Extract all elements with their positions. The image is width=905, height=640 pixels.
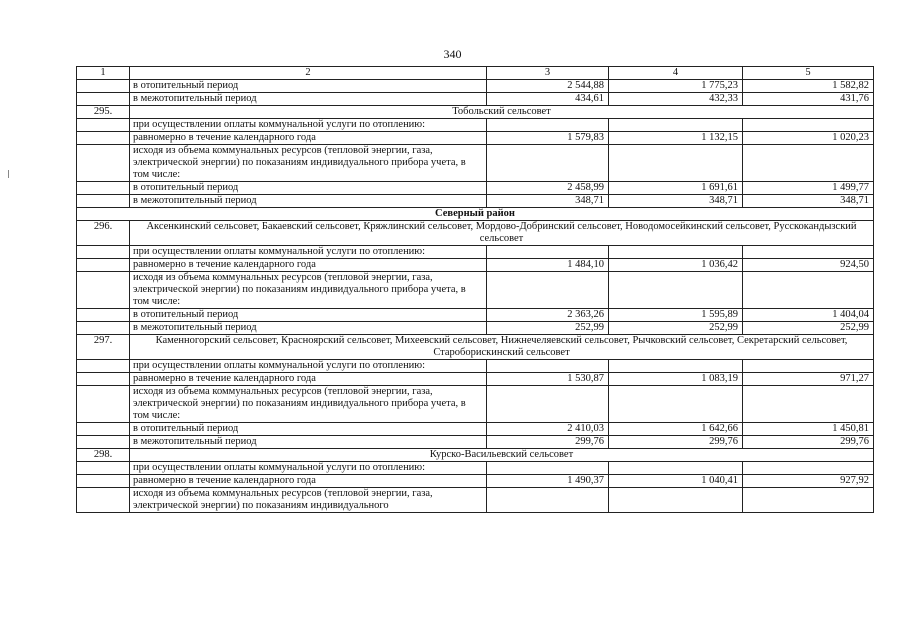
row-number [77, 436, 130, 449]
row-label: равномерно в течение календарного года [130, 259, 487, 272]
value-col5: 348,71 [743, 195, 874, 208]
row-label: исходя из объема коммунальных ресурсов (тепловой энергии, газа, электрической энергии) по показаниям индивидуального прибора учета, в том числе: [130, 272, 487, 309]
value-col4 [609, 360, 743, 373]
row-label: равномерно в течение календарного года [130, 475, 487, 488]
group-title: Тобольский сельсовет [130, 106, 874, 119]
row-number [77, 309, 130, 322]
group-row [77, 221, 874, 246]
table-row [77, 195, 874, 208]
value-col3: 1 579,83 [487, 132, 609, 145]
value-col5: 924,50 [743, 259, 874, 272]
value-col3 [487, 386, 609, 423]
row-label: в межотопительный период [130, 93, 487, 106]
row-label: равномерно в течение календарного года [130, 132, 487, 145]
table-row [77, 145, 874, 182]
row-number [77, 93, 130, 106]
value-col5 [743, 462, 874, 475]
row-label: в отопительный период [130, 80, 487, 93]
table-row [77, 423, 874, 436]
table-row [77, 309, 874, 322]
row-number [77, 195, 130, 208]
value-col3: 2 410,03 [487, 423, 609, 436]
value-col3: 348,71 [487, 195, 609, 208]
value-col5 [743, 360, 874, 373]
table-row [77, 80, 874, 93]
row-number [77, 80, 130, 93]
value-col4: 252,99 [609, 322, 743, 335]
table-row [77, 119, 874, 132]
group-row [77, 335, 874, 360]
row-label: исходя из объема коммунальных ресурсов (тепловой энергии, газа, электрической энергии) по показаниям индивидуального прибора учета, в том числе: [130, 386, 487, 423]
value-col4: 432,33 [609, 93, 743, 106]
value-col5: 1 404,04 [743, 309, 874, 322]
group-title: Каменногорский сельсовет, Красноярский сельсовет, Михеевский сельсовет, Нижнечеляевский сельсовет, Рычковский сельсовет, Секретарский сельсовет, Староборискинский сельсовет [130, 335, 874, 360]
value-col4 [609, 462, 743, 475]
table-row [77, 259, 874, 272]
section-title: Северный район [77, 208, 874, 221]
value-col4: 1 642,66 [609, 423, 743, 436]
row-number [77, 322, 130, 335]
value-col5 [743, 145, 874, 182]
header-row [77, 67, 874, 80]
value-col5: 299,76 [743, 436, 874, 449]
row-label: равномерно в течение календарного года [130, 373, 487, 386]
value-col3 [487, 360, 609, 373]
value-col4: 348,71 [609, 195, 743, 208]
value-col5: 1 020,23 [743, 132, 874, 145]
value-col5 [743, 488, 874, 513]
value-col3: 2 544,88 [487, 80, 609, 93]
row-number [77, 259, 130, 272]
table-row [77, 475, 874, 488]
value-col5: 971,27 [743, 373, 874, 386]
row-number: 297. [77, 335, 130, 360]
row-number [77, 360, 130, 373]
row-label: в межотопительный период [130, 322, 487, 335]
value-col3: 434,61 [487, 93, 609, 106]
value-col5 [743, 272, 874, 309]
header-cell: 1 [77, 67, 130, 80]
value-col5 [743, 119, 874, 132]
value-col3 [487, 119, 609, 132]
value-col5: 252,99 [743, 322, 874, 335]
value-col4: 1 083,19 [609, 373, 743, 386]
value-col3: 1 490,37 [487, 475, 609, 488]
header-cell: 4 [609, 67, 743, 80]
row-number: 295. [77, 106, 130, 119]
value-col5: 927,92 [743, 475, 874, 488]
row-number [77, 182, 130, 195]
page-number: 340 [443, 47, 462, 61]
value-col3: 299,76 [487, 436, 609, 449]
value-col3 [487, 272, 609, 309]
header-cell: 3 [487, 67, 609, 80]
table-row [77, 436, 874, 449]
value-col4: 1 040,41 [609, 475, 743, 488]
value-col4: 1 036,42 [609, 259, 743, 272]
group-title: Аксенкинский сельсовет, Бакаевский сельсовет, Кряжлинский сельсовет, Мордово-Добринский сельсовет, Новодомосейкинский сельсовет, Русскокандызский сельсовет [130, 221, 874, 246]
row-label: при осуществлении оплаты коммунальной услуги по отоплению: [130, 119, 487, 132]
row-label: при осуществлении оплаты коммунальной услуги по отоплению: [130, 246, 487, 259]
table-row [77, 373, 874, 386]
value-col3 [487, 145, 609, 182]
value-col5 [743, 246, 874, 259]
value-col3: 2 363,26 [487, 309, 609, 322]
group-title: Курско-Васильевский сельсовет [130, 449, 874, 462]
value-col3: 1 530,87 [487, 373, 609, 386]
value-col5: 1 450,81 [743, 423, 874, 436]
value-col5: 1 582,82 [743, 80, 874, 93]
group-row [77, 449, 874, 462]
table-row [77, 272, 874, 309]
row-number [77, 145, 130, 182]
row-label: при осуществлении оплаты коммунальной услуги по отоплению: [130, 462, 487, 475]
row-label: исходя из объема коммунальных ресурсов (тепловой энергии, газа, электрической энергии) по показаниям индивидуального прибора учета, в том числе: [130, 145, 487, 182]
row-number [77, 132, 130, 145]
value-col5: 1 499,77 [743, 182, 874, 195]
value-col3 [487, 462, 609, 475]
margin-mark [8, 170, 9, 178]
value-col4 [609, 246, 743, 259]
row-number [77, 488, 130, 513]
table-row [77, 93, 874, 106]
header-cell: 5 [743, 67, 874, 80]
row-number: 296. [77, 221, 130, 246]
section-row [77, 208, 874, 221]
row-number: 298. [77, 449, 130, 462]
row-number [77, 373, 130, 386]
value-col5 [743, 386, 874, 423]
value-col3: 252,99 [487, 322, 609, 335]
row-label: в отопительный период [130, 182, 487, 195]
row-number [77, 272, 130, 309]
row-number [77, 119, 130, 132]
row-label: в отопительный период [130, 309, 487, 322]
row-number [77, 462, 130, 475]
table-row [77, 462, 874, 475]
table-row [77, 246, 874, 259]
table-row [77, 132, 874, 145]
table-row [77, 386, 874, 423]
value-col5: 431,76 [743, 93, 874, 106]
value-col3 [487, 246, 609, 259]
row-label: при осуществлении оплаты коммунальной услуги по отоплению: [130, 360, 487, 373]
value-col4 [609, 272, 743, 309]
row-label: в межотопительный период [130, 195, 487, 208]
row-label: в отопительный период [130, 423, 487, 436]
value-col4 [609, 119, 743, 132]
value-col4: 1 595,89 [609, 309, 743, 322]
table-row [77, 360, 874, 373]
row-number [77, 246, 130, 259]
value-col4: 1 691,61 [609, 182, 743, 195]
value-col3 [487, 488, 609, 513]
value-col4 [609, 488, 743, 513]
group-row [77, 106, 874, 119]
row-label: в межотопительный период [130, 436, 487, 449]
value-col4 [609, 145, 743, 182]
value-col3: 1 484,10 [487, 259, 609, 272]
table-row [77, 488, 874, 513]
value-col4 [609, 386, 743, 423]
value-col4: 1 775,23 [609, 80, 743, 93]
header-cell: 2 [130, 67, 487, 80]
row-number [77, 386, 130, 423]
tariff-table [76, 66, 874, 513]
value-col4: 299,76 [609, 436, 743, 449]
table-row [77, 182, 874, 195]
table-row [77, 322, 874, 335]
row-label: исходя из объема коммунальных ресурсов (тепловой энергии, газа, электрической энергии) по показаниям индивидуального [130, 488, 487, 513]
value-col3: 2 458,99 [487, 182, 609, 195]
row-number [77, 475, 130, 488]
row-number [77, 423, 130, 436]
value-col4: 1 132,15 [609, 132, 743, 145]
